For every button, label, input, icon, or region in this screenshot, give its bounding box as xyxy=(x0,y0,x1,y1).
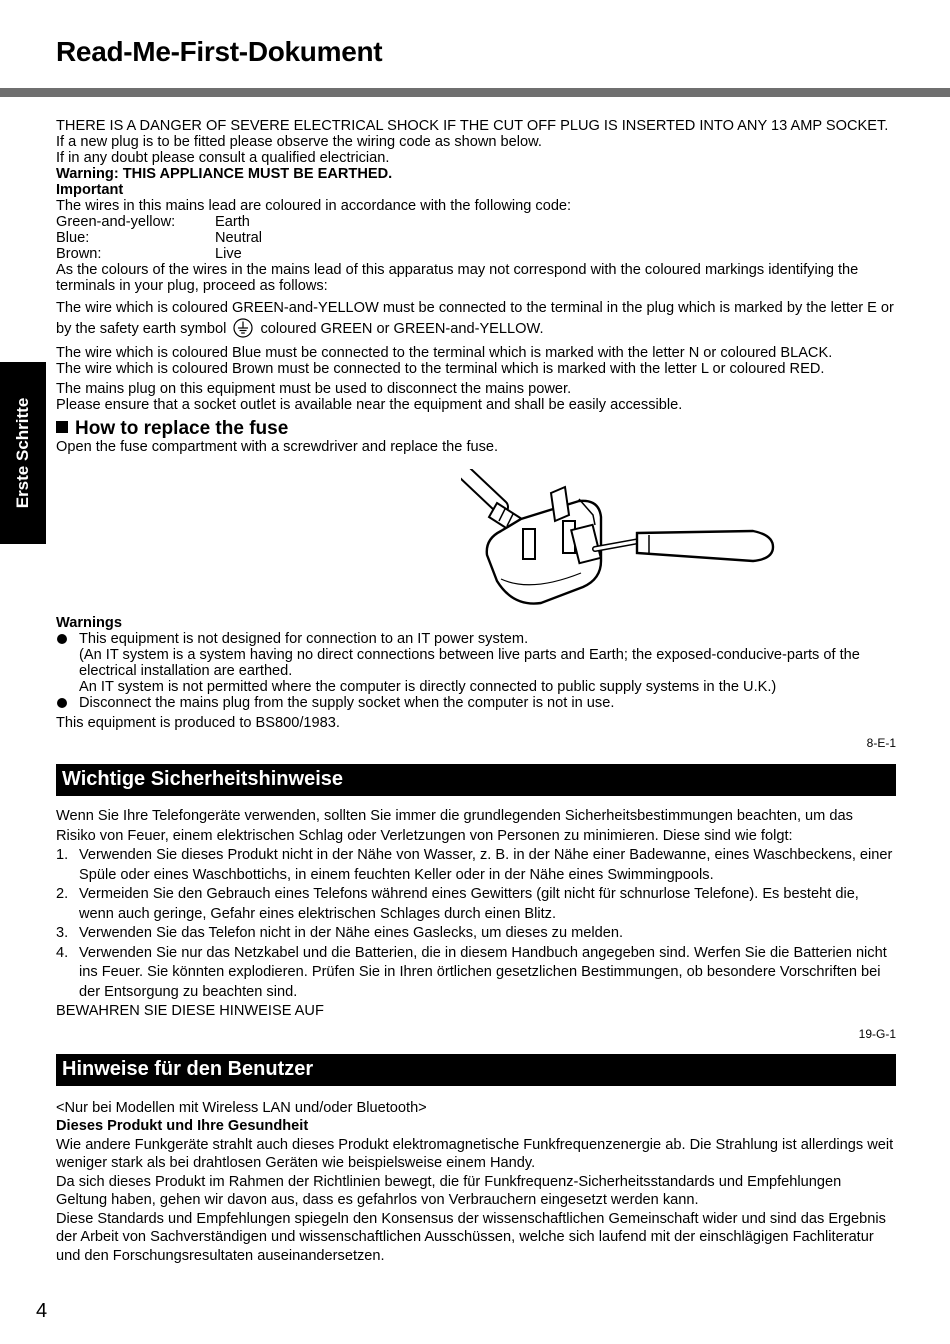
green-yellow-text-a: The wire which is coloured GREEN-and-YELLOW must be connected to the terminal in the plug which is marked by the letter E or by the safety earth symbol xyxy=(56,300,894,337)
user-paragraph: Da sich dieses Produkt im Rahmen der Richtlinien bewegt, die für Funkfrequenz-Sicherheitsstandards und Empfehlungen Geltung haben, gehen wir davon aus, dass es gefahrlos von Verbrauchern eingesetzt werden kann. xyxy=(56,1173,842,1208)
safety-heading: Wichtige Sicherheitshinweise xyxy=(56,764,896,796)
list-number: 3. xyxy=(56,925,69,941)
page-number: 4 xyxy=(36,1300,48,1322)
list-item xyxy=(56,885,896,924)
wires-intro: The wires in this mains lead are coloured in accordance with the following code: xyxy=(56,198,572,214)
list-number: 4. xyxy=(56,944,69,961)
code-ref: 8-E-1 xyxy=(866,736,896,750)
it-note: (An IT system is a system having no direct connections between live parts and Earth; the exposed-conducive-parts of the electrical installation are earthed. xyxy=(79,647,860,679)
brown-wire-text: The wire which is coloured Brown must be connected to the terminal which is marked with the letter L or coloured RED. xyxy=(56,361,825,377)
fuse-heading xyxy=(56,419,896,439)
disconnect-text: The mains plug on this equipment must be used to disconnect the mains power. xyxy=(56,381,572,397)
fuse-text: Open the fuse compartment with a screwdriver and replace the fuse. xyxy=(56,439,499,455)
list-text: Verwenden Sie das Telefon nicht in der Nähe eines Gaslecks, um dieses zu melden. xyxy=(79,925,624,941)
warning-item: Disconnect the mains plug from the supply socket when the computer is not in use. xyxy=(56,695,896,711)
new-plug-text: If a new plug is to be fitted please observe the wiring code as shown below. xyxy=(56,134,542,150)
side-tab-label: Erste Schritte xyxy=(13,397,32,509)
wire-colour: Green-and-yellow: xyxy=(56,214,176,230)
socket-text: Please ensure that a socket outlet is available near the equipment and shall be easily accessible. xyxy=(56,397,683,413)
plug-screwdriver-illustration xyxy=(461,469,781,609)
list-number: 2. xyxy=(56,886,69,902)
content xyxy=(56,118,896,1265)
warning-item: This equipment is not designed for connection to an IT power system. xyxy=(56,631,896,647)
green-yellow-instruction xyxy=(56,298,896,339)
safety-body xyxy=(56,807,896,1022)
earthed-warning: Warning: THIS APPLIANCE MUST BE EARTHED. xyxy=(56,166,393,182)
danger-text: THERE IS A DANGER OF SEVERE ELECTRICAL SHOCK IF THE CUT OFF PLUG IS INSERTED INTO ANY 13 AMP SOCKET. xyxy=(56,118,889,134)
wire-row xyxy=(56,230,262,246)
list-text: Vermeiden Sie den Gebrauch eines Telefons während eines Gewitters (gilt nicht für schnurlose Telefone). Es besteht die, wenn auch geringe, Gefahr eines elektrischen Schlages durch einen Blitz. xyxy=(79,886,859,922)
wire-meaning: Neutral xyxy=(215,230,263,246)
safety-list xyxy=(56,846,896,1002)
green-yellow-text-b: coloured GREEN or GREEN-and-YELLOW. xyxy=(260,321,544,337)
keep-instructions: BEWAHREN SIE DIESE HINWEISE AUF xyxy=(56,1003,324,1019)
list-item xyxy=(56,846,896,885)
models-note: <Nur bei Modellen mit Wireless LAN und/oder Bluetooth> xyxy=(56,1099,427,1116)
wire-colour: Blue: xyxy=(56,230,90,246)
warnings-label: Warnings xyxy=(56,615,122,631)
earth-symbol-icon xyxy=(233,318,253,338)
page-title: Read-Me-First-Dokument xyxy=(56,36,383,67)
safety-intro: Wenn Sie Ihre Telefongeräte verwenden, sollten Sie immer die grundlegenden Sicherheitsbestimmungen beachten, um das Risiko von Feuer, einem elektrischen Schlag oder Verletzungen von Personen zu minimieren. Diese sind wie folgt: xyxy=(56,808,853,844)
list-text: Verwenden Sie nur das Netzkabel und die Batterien, die in diesem Handbuch angegeben sind. Werfen Sie die Batterien nicht ins Feuer. Sie könnten explodieren. Prüfen Sie in Ihren örtlichen gesetzlichen Bestimmungen, ob besondere Vorschriften bei der Entsorgung zu beachten sind. xyxy=(79,944,887,1000)
wire-code-table xyxy=(56,214,262,262)
it-note: An IT system is not permitted where the computer is directly connected to public supply systems in the U.K.) xyxy=(79,679,777,695)
important-label: Important xyxy=(56,182,124,198)
list-item xyxy=(56,924,896,944)
bs-note: This equipment is produced to BS800/1983. xyxy=(56,715,340,731)
wire-row xyxy=(56,246,262,262)
list-text: Verwenden Sie dieses Produkt nicht in der Nähe von Wasser, z. B. in der Nähe einer Badewanne, eines Waschbeckens, einer Spüle oder eines Waschbottichs, in einem feuchten Keller oder in der Nähe eines Swimmingpools. xyxy=(79,847,893,883)
list-item xyxy=(56,944,896,1003)
user-paragraph: Wie andere Funkgeräte strahlt auch dieses Produkt elektromagnetische Funkfrequenzenergie ab. Die Strahlung ist allerdings weit weniger stark als bei drahtlosen Geräten wie beispielsweise einem Handy. xyxy=(56,1136,894,1171)
code-ref: 19-G-1 xyxy=(858,1026,896,1041)
colours-note: As the colours of the wires in the mains lead of this apparatus may not correspond with the coloured markings identifying the terminals in your plug, proceed as follows: xyxy=(56,262,859,294)
blue-wire-text: The wire which is coloured Blue must be connected to the terminal which is marked with the letter N or coloured BLACK. xyxy=(56,345,833,361)
user-body xyxy=(56,1099,896,1266)
list-number: 1. xyxy=(56,847,69,863)
wire-meaning: Live xyxy=(215,246,242,262)
health-subheading: Dieses Produkt und Ihre Gesundheit xyxy=(56,1118,309,1134)
user-paragraph: Diese Standards und Empfehlungen spiegeln den Konsensus der wissenschaftlichen Gemeinschaft wider und sind das Ergebnis der Arbeit von Sachverständigen und wissenschaftlichen Ausschüssen, welche sich laufend mit der einschlägigen Fachliteratur und den Forschungsresultaten auseinandersetzen. xyxy=(56,1210,886,1264)
side-tab xyxy=(0,362,46,544)
title-rule xyxy=(0,88,950,97)
doubt-text: If in any doubt please consult a qualified electrician. xyxy=(56,150,390,166)
wire-colour: Brown: xyxy=(56,246,102,262)
fuse-heading-text: How to replace the fuse xyxy=(75,418,289,439)
square-bullet-icon xyxy=(56,421,68,433)
user-heading: Hinweise für den Benutzer xyxy=(56,1054,896,1086)
wire-row xyxy=(56,214,262,230)
wire-meaning: Earth xyxy=(215,214,250,230)
